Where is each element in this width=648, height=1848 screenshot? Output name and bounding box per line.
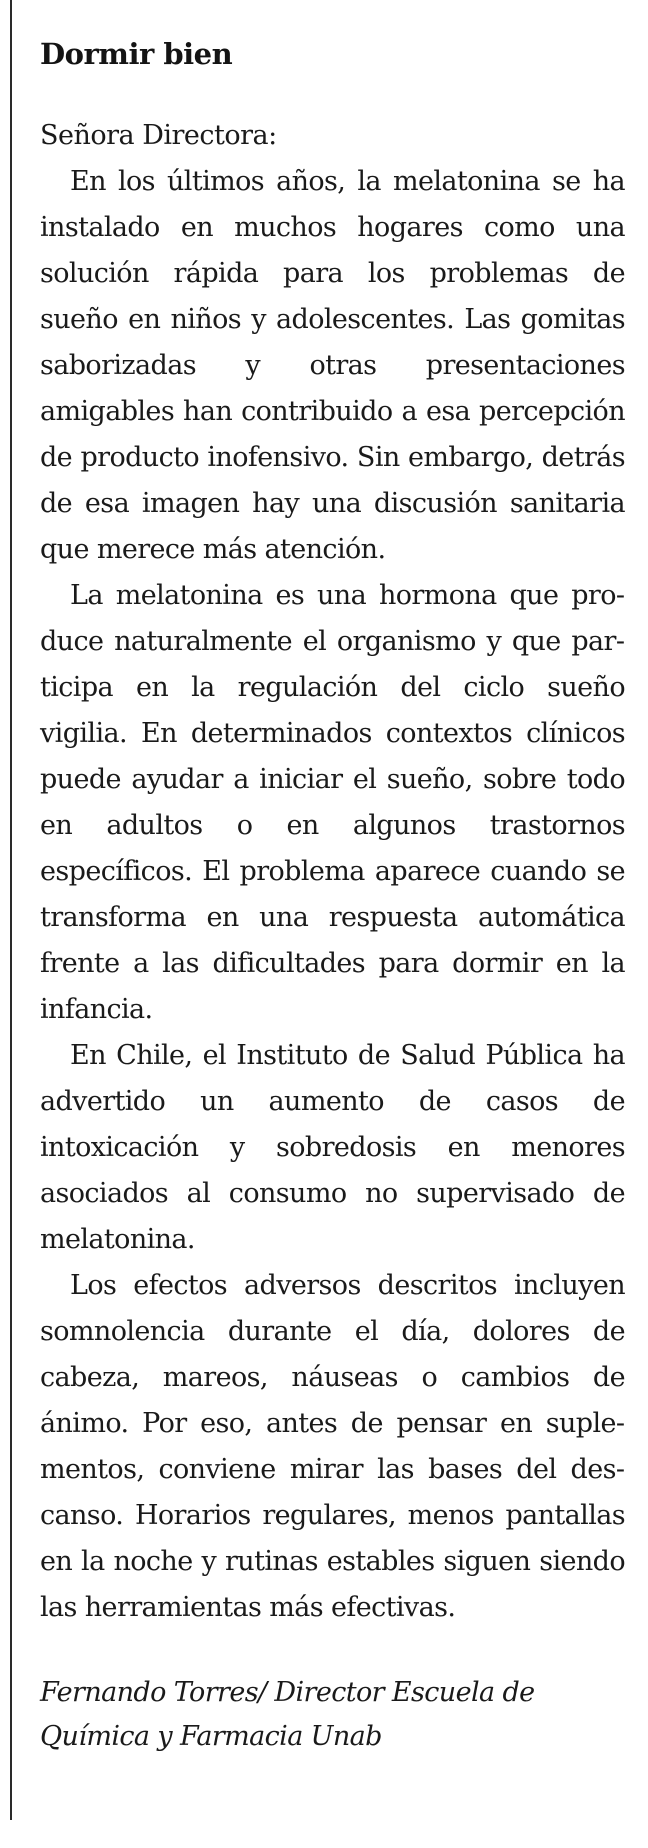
letter-paragraph-1: En los últimos años, la melatonina se ha instalado en muchos hogares como una solución rápida para los problemas de sueño en niños y adolescentes. Las gomitas saborizadas y otras presentaciones amigables han contribuido a esa percepción de producto inofensivo. Sin embargo, detrás de esa imagen hay una discusión sanitaria que merece más atención. — [40, 166, 625, 565]
column-divider-rule — [10, 0, 12, 1820]
signature-author-title: Fernando Torres/ Director Escuela de — [40, 1677, 535, 1708]
letter-paragraph-3: En Chile, el Instituto de Salud Pública ha advertido un aumento de casos de intoxicación y sobredosis en menores asociados al consumo no supervisado de melatonina. — [40, 1040, 625, 1255]
letter-signature — [40, 1671, 625, 1759]
letter-title: Dormir bien — [40, 37, 233, 71]
letter-paragraph-2: La melatonina es una hormona que produce naturalmente el organismo y que participa en la regulación del ciclo sueño vigilia. En determinados contextos clínicos puede ayudar a iniciar el sueño, sobre todo en adultos o en algunos trastornos específicos. El problema aparece cuando se transforma en una respuesta automática frente a las dificultades para dormir en la infancia. — [40, 580, 625, 1025]
letter-salutation: Señora Directora: — [40, 120, 277, 151]
signature-institution: Química y Farmacia Unab — [40, 1721, 382, 1752]
letter-to-editor — [40, 34, 625, 1759]
letter-paragraph-4: Los efectos adversos descritos incluyen somnolencia durante el día, dolores de cabeza, mareos, náuseas o cambios de ánimo. Por eso, antes de pensar en suplementos, conviene mirar las bases del descanso. Horarios regulares, menos pantallas en la noche y rutinas estables siguen siendo las herramientas más efectivas. — [40, 1270, 625, 1623]
